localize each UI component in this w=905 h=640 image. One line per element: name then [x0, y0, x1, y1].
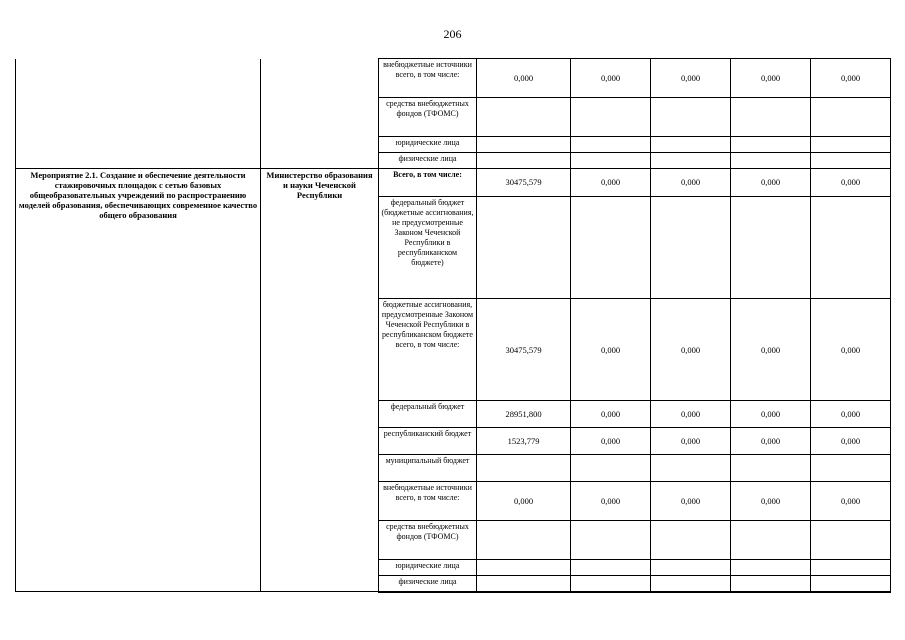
executor-cell-continued: [261, 59, 379, 169]
value-cell: 0,000: [731, 401, 811, 428]
value-cell: 0,000: [731, 169, 811, 197]
page-number: 206: [443, 27, 462, 41]
value-cell: 0,000: [477, 482, 571, 521]
value-cell: [571, 153, 651, 169]
activity-executor: Министерство образования и науки Чеченской Республики: [261, 169, 379, 592]
value-cell: [731, 560, 811, 576]
value-cell: [651, 197, 731, 299]
source-cell: внебюджетные источники всего, в том числе:: [379, 482, 477, 521]
value-cell: 0,000: [651, 59, 731, 98]
value-cell: 0,000: [571, 169, 651, 197]
table-row: [16, 169, 891, 197]
value-cell: [651, 137, 731, 153]
value-cell: [811, 98, 891, 137]
value-cell: [477, 560, 571, 576]
value-cell: 0,000: [731, 428, 811, 455]
source-cell: юридические лица: [379, 560, 477, 576]
value-cell: 0,000: [651, 428, 731, 455]
value-cell: [651, 98, 731, 137]
value-cell: [477, 137, 571, 153]
value-cell: 28951,800: [477, 401, 571, 428]
value-cell: [651, 576, 731, 592]
value-cell: 0,000: [811, 169, 891, 197]
value-cell: [571, 455, 651, 482]
value-cell: [731, 153, 811, 169]
value-cell: 0,000: [571, 59, 651, 98]
value-cell: 0,000: [731, 299, 811, 401]
value-cell: 30475,579: [477, 299, 571, 401]
source-cell: муниципальный бюджет: [379, 455, 477, 482]
source-cell: федеральный бюджет (бюджетные ассигнования, не предусмотренные Законом Чеченской Республики в республиканском бюджете): [379, 197, 477, 299]
value-cell: [811, 197, 891, 299]
source-cell: средства внебюджетных фондов (ТФОМС): [379, 98, 477, 137]
value-cell: [651, 560, 731, 576]
value-cell: 0,000: [571, 401, 651, 428]
value-cell: [811, 455, 891, 482]
value-cell: [477, 98, 571, 137]
value-cell: 0,000: [651, 482, 731, 521]
value-cell: [811, 137, 891, 153]
value-cell: 0,000: [811, 482, 891, 521]
value-cell: [731, 576, 811, 592]
value-cell: [651, 455, 731, 482]
value-cell: [571, 197, 651, 299]
value-cell: 1523,779: [477, 428, 571, 455]
value-cell: [571, 137, 651, 153]
description-cell-continued: [16, 59, 261, 169]
value-cell: [477, 455, 571, 482]
value-cell: [571, 521, 651, 560]
value-cell: 0,000: [811, 401, 891, 428]
value-cell: [571, 98, 651, 137]
value-cell: 0,000: [651, 401, 731, 428]
source-cell: физические лица: [379, 153, 477, 169]
value-cell: 0,000: [651, 169, 731, 197]
value-cell: [811, 521, 891, 560]
value-cell: [731, 521, 811, 560]
activity-description: Мероприятие 2.1. Создание и обеспечение деятельности стажировочных площадок с сетью базовых общеобразовательных учреждений по распространению моделей образования, обеспечивающих современное качество общего образования: [16, 169, 261, 592]
value-cell: 0,000: [477, 59, 571, 98]
value-cell: 30475,579: [477, 169, 571, 197]
value-cell: 0,000: [731, 482, 811, 521]
source-cell: юридические лица: [379, 137, 477, 153]
value-cell: 0,000: [571, 299, 651, 401]
value-cell: 0,000: [651, 299, 731, 401]
value-cell: [477, 197, 571, 299]
source-cell: внебюджетные источники всего, в том числе:: [379, 59, 477, 98]
value-cell: [571, 560, 651, 576]
value-cell: 0,000: [731, 59, 811, 98]
value-cell: [731, 455, 811, 482]
value-cell: [811, 560, 891, 576]
value-cell: [651, 153, 731, 169]
source-cell: средства внебюджетных фондов (ТФОМС): [379, 521, 477, 560]
source-cell: физические лица: [379, 576, 477, 592]
value-cell: [571, 576, 651, 592]
source-cell: бюджетные ассигнования, предусмотренные Законом Чеченской Республики в республиканском бюджете всего, в том числе:: [379, 299, 477, 401]
budget-table: [15, 58, 891, 593]
value-cell: [477, 521, 571, 560]
value-cell: [731, 137, 811, 153]
value-cell: 0,000: [571, 482, 651, 521]
value-cell: [731, 98, 811, 137]
value-cell: 0,000: [571, 428, 651, 455]
value-cell: [477, 153, 571, 169]
value-cell: 0,000: [811, 428, 891, 455]
table-row: [16, 59, 891, 98]
value-cell: [811, 576, 891, 592]
value-cell: [811, 153, 891, 169]
value-cell: [477, 576, 571, 592]
source-cell: Всего, в том числе:: [379, 169, 477, 197]
value-cell: [651, 521, 731, 560]
value-cell: [731, 197, 811, 299]
source-cell: республиканский бюджет: [379, 428, 477, 455]
source-cell: федеральный бюджет: [379, 401, 477, 428]
value-cell: 0,000: [811, 299, 891, 401]
value-cell: 0,000: [811, 59, 891, 98]
